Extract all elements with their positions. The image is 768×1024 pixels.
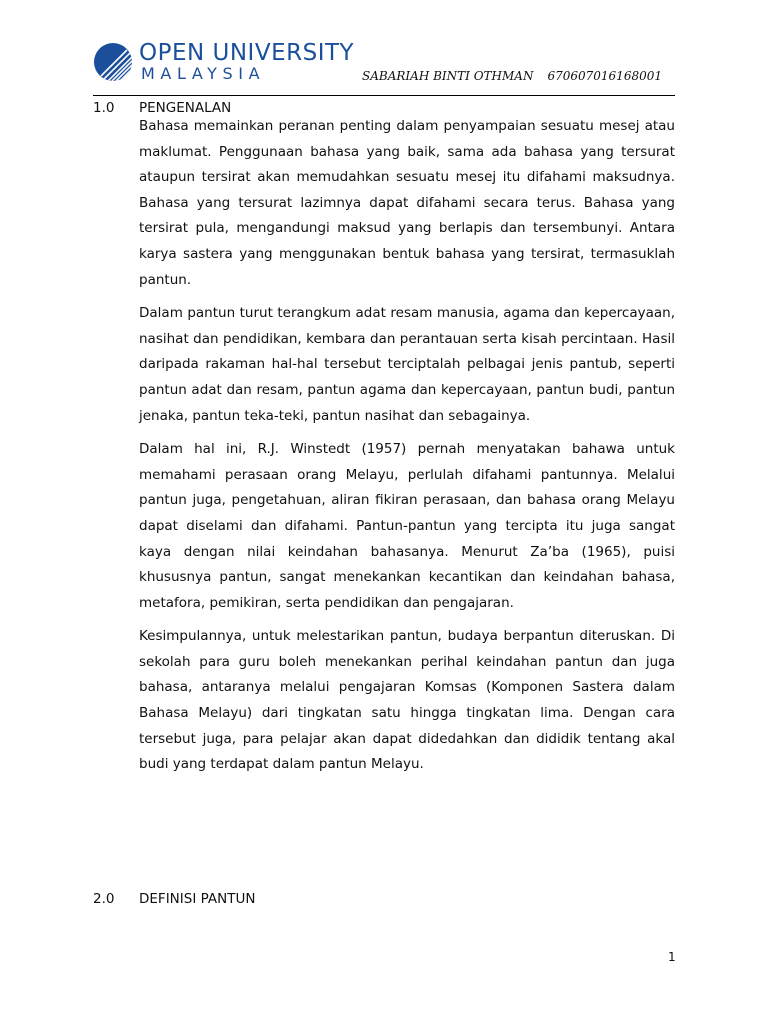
section-heading <box>93 891 255 907</box>
document-body <box>139 114 675 786</box>
university-logo <box>93 42 363 84</box>
page-number: 1 <box>668 950 676 964</box>
paragraph: Dalam pantun turut terangkum adat resam manusia, agama dan kepercayaan, nasihat dan pendidikan, kembara dan perantauan serta kisah percintaan. Hasil daripada rakaman hal-hal tersebut terciptalah pelbagai jenis pantub, seperti pantun adat dan resam, pantun agama dan kepercayaan, pantun budi, pantun jenaka, pantun teka-teki, pantun nasihat dan sebagainya. <box>139 305 675 424</box>
section-title: DEFINISI PANTUN <box>139 891 256 907</box>
author-info <box>362 69 676 83</box>
logo-line2: MALAYSIA <box>141 64 266 83</box>
paragraph: Bahasa memainkan peranan penting dalam penyampaian sesuatu mesej atau maklumat. Penggunaan bahasa yang baik, sama ada bahasa yang tersurat ataupun tersirat akan memudahkan sesuatu mesej itu difahami maksudnya. Bahasa yang tersurat lazimnya dapat difahami secara terus. Bahasa yang tersirat pula, mengandungi maksud yang berlapis dan tersembunyi. Antara karya sastera yang menggunakan bentuk bahasa yang tersirat, termasuklah pantun. <box>139 118 675 288</box>
paragraph: Dalam hal ini, R.J. Winstedt (1957) pernah menyatakan bahawa untuk memahami perasaan orang Melayu, perlulah difahami pantunnya. Melalui pantun juga, pengetahuan, aliran fikiran perasaan, dan bahasa orang Melayu dapat diselami dan difahami. Pantun-pantun yang tercipta itu juga sangat kaya dengan nilai keindahan bahasanya. Menurut Za’ba (1965), puisi khususnya pantun, sangat menekankan kecantikan dan keindahan bahasa, metafora, pemikiran, serta pendidikan dan pengajaran. <box>139 441 675 611</box>
section-title: PENGENALAN <box>139 100 232 116</box>
section-number: 2.0 <box>93 891 115 907</box>
logo-line1: OPEN UNIVERSITY <box>139 40 355 66</box>
paragraph: Kesimpulannya, untuk melestarikan pantun, budaya berpantun diteruskan. Di sekolah para guru boleh menekankan perihal keindahan pantun dan juga bahasa, antaranya melalui pengajaran Komsas (Komponen Sastera dalam Bahasa Melayu) dari tingkatan satu hingga tingkatan lima. Dengan cara tersebut juga, para pelajar akan dapat didedahkan dan dididik tentang akal budi yang terdapat dalam pantun Melayu. <box>139 628 675 773</box>
header-divider <box>93 95 675 96</box>
author-id: 670607016168001 <box>547 69 662 83</box>
section-number: 1.0 <box>93 100 115 116</box>
author-name: SABARIAH BINTI OTHMAN <box>362 69 534 83</box>
oum-emblem-icon <box>93 42 133 82</box>
